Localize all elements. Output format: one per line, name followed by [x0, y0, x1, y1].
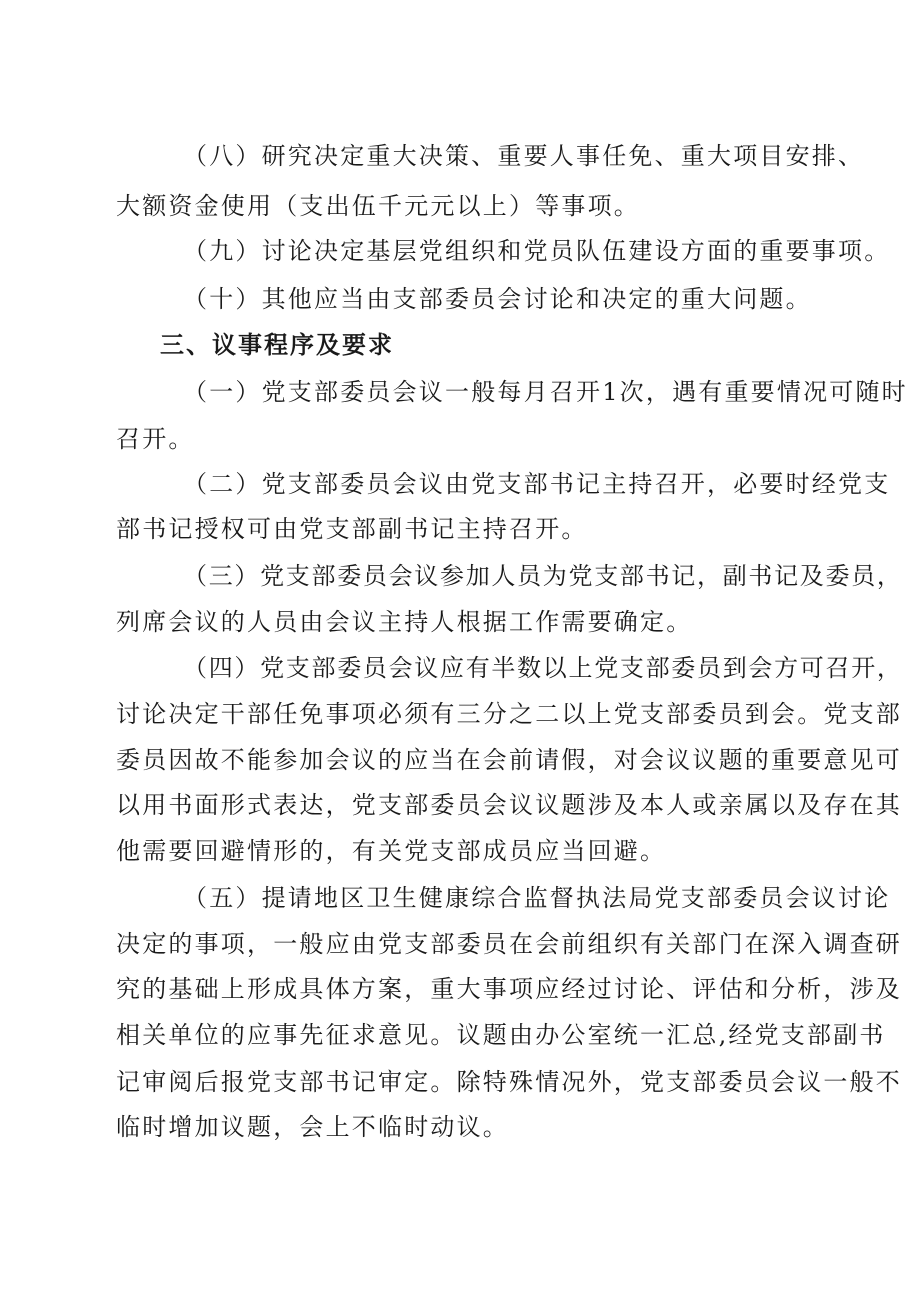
para-8-line-2: 大额资金使用（支出伍千元元以上）等事项。	[116, 192, 640, 220]
para-8-line-1: （八）研究决定重大决策、重要人事任免、重大项目安排、	[183, 142, 865, 170]
para-9-line-1: （九）讨论决定基层党组织和党员队伍建设方面的重要事项。	[183, 237, 891, 265]
para-10-line-1: （十）其他应当由支部委员会讨论和决定的重大问题。	[183, 285, 812, 313]
para-1-line-1: （一）党支部委员会议一般每月召开1次，遇有重要情况可随时	[183, 378, 908, 406]
para-5-line-1: （五）提请地区卫生健康综合监督执法局党支部委员会议讨论	[183, 884, 891, 912]
para-5-line-3: 究的基础上形成具体方案，重大事项应经过讨论、评估和分析，涉及	[116, 975, 902, 1003]
para-5-line-6: 临时增加议题，会上不临时动议。	[116, 1113, 509, 1141]
para-2-line-2: 部书记授权可由党支部副书记主持召开。	[116, 515, 588, 543]
para-3-line-2: 列席会议的人员由会议主持人根据工作需要确定。	[116, 608, 693, 636]
para-5-line-4: 相关单位的应事先征求意见。议题由办公室统一汇总,经党支部副书	[116, 1021, 886, 1049]
para-4-line-2: 讨论决定干部任免事项必须有三分之二以上党支部委员到会。党支部	[116, 700, 902, 728]
para-5-line-5: 记审阅后报党支部书记审定。除特殊情况外，党支部委员会议一般不	[116, 1068, 902, 1096]
para-1-line-2: 召开。	[116, 425, 195, 453]
para-3-line-1: （三）党支部委员会议参加人员为党支部书记，副书记及委员，	[183, 562, 903, 590]
para-4-line-3: 委员因故不能参加会议的应当在会前请假，对会议议题的重要意见可	[116, 746, 902, 774]
para-4-line-4: 以用书面形式表达，党支部委员会议议题涉及本人或亲属以及存在其	[116, 791, 902, 819]
para-5-line-2: 决定的事项，一般应由党支部委员在会前组织有关部门在深入调查研	[116, 930, 902, 958]
para-4-line-1: （四）党支部委员会议应有半数以上党支部委员到会方可召开，	[183, 654, 903, 682]
section-heading: 三、议事程序及要求	[160, 331, 394, 359]
para-2-line-1: （二）党支部委员会议由党支部书记主持召开，必要时经党支	[183, 470, 891, 498]
para-4-line-5: 他需要回避情形的，有关党支部成员应当回避。	[116, 837, 667, 865]
